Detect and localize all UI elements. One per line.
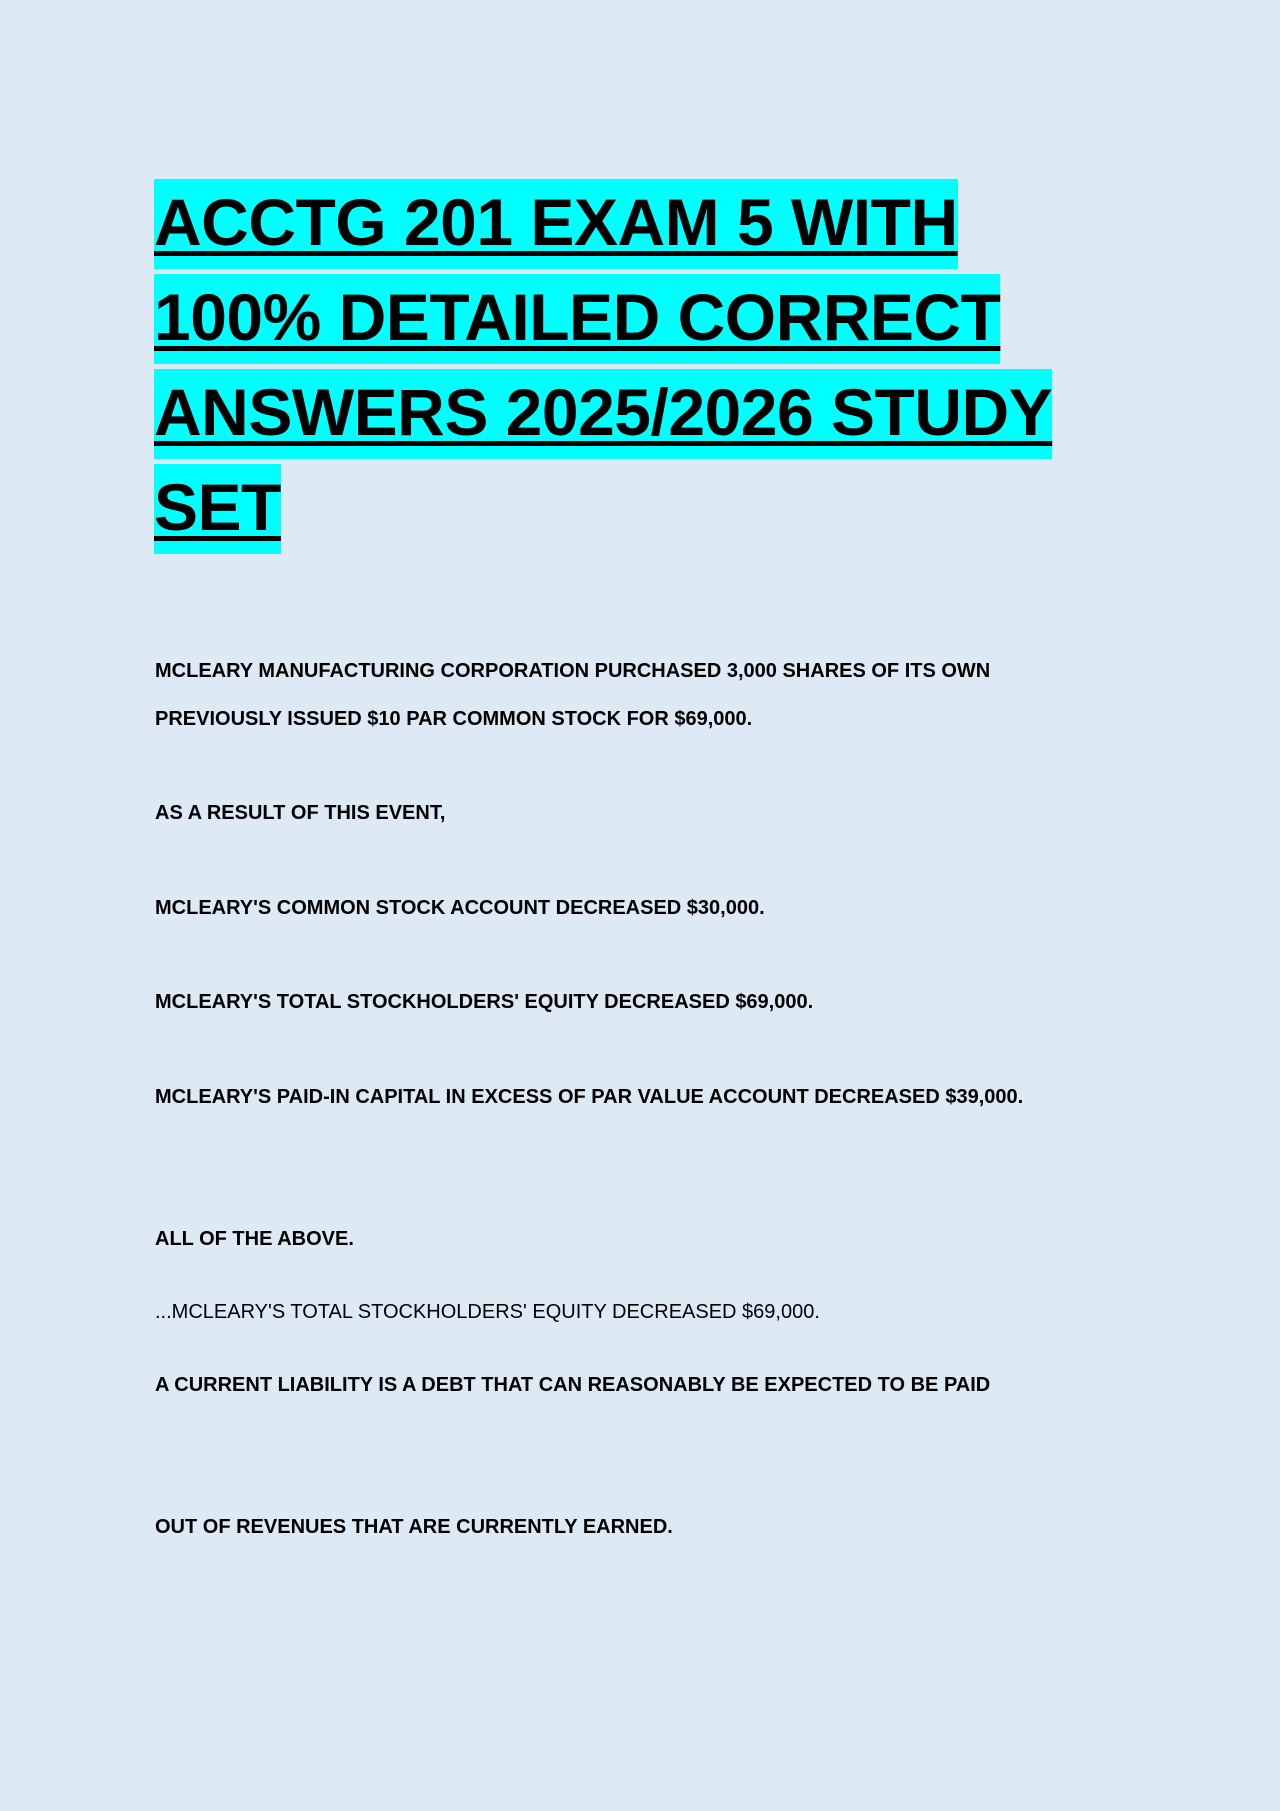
question-1-option-4: ALL OF THE ABOVE. — [155, 1228, 354, 1250]
document-title — [154, 175, 1134, 555]
question-1-option-3: MCLEARY'S PAID-IN CAPITAL IN EXCESS OF PAR VALUE ACCOUNT DECREASED $39,000. — [155, 1086, 1024, 1108]
title-highlight: ACCTG 201 EXAM 5 WITH 100% DETAILED CORRECT ANSWERS 2025/2026 STUDY SET — [154, 179, 1052, 554]
question-2-answer: OUT OF REVENUES THAT ARE CURRENTLY EARNED. — [155, 1516, 673, 1538]
question-1-option-2: MCLEARY'S TOTAL STOCKHOLDERS' EQUITY DECREASED $69,000. — [155, 991, 814, 1013]
question-1-stem-line-1: MCLEARY MANUFACTURING CORPORATION PURCHASED 3,000 SHARES OF ITS OWN — [155, 660, 991, 682]
question-1-option-1: MCLEARY'S COMMON STOCK ACCOUNT DECREASED $30,000. — [155, 897, 765, 919]
question-1-answer: ...MCLEARY'S TOTAL STOCKHOLDERS' EQUITY DECREASED $69,000. — [155, 1301, 820, 1323]
question-1-lead: AS A RESULT OF THIS EVENT, — [155, 802, 446, 824]
question-2-stem: A CURRENT LIABILITY IS A DEBT THAT CAN REASONABLY BE EXPECTED TO BE PAID — [155, 1374, 991, 1396]
question-1-stem-line-2: PREVIOUSLY ISSUED $10 PAR COMMON STOCK FOR $69,000. — [155, 708, 753, 730]
